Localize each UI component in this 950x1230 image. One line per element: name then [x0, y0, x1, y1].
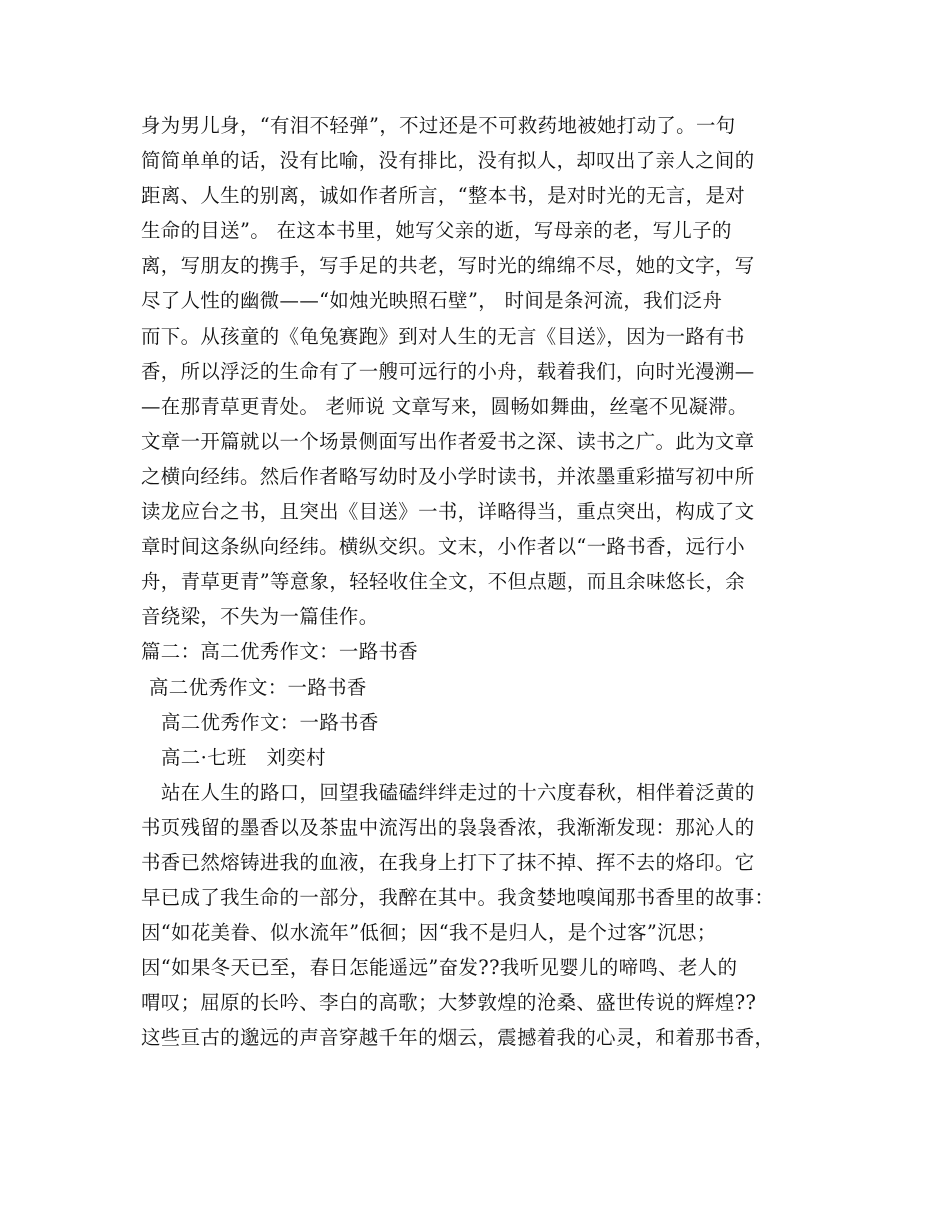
essay-text-line: 喟叹；屈原的长吟、李白的高歌；大梦敦煌的沧桑、盛世传说的辉煌?? [141, 991, 757, 1015]
body-text-line: 简简单单的话，没有比喻，没有排比，没有拟人，却叹出了亲人之间的 [141, 149, 755, 173]
essay-text-line: 书香已然熔铸进我的血液，在我身上打下了抹不掉、挥不去的烙印。它 [141, 850, 755, 874]
essay-text-line: 站在人生的路口，回望我磕磕绊绊走过的十六度春秋，相伴着泛黄的 [161, 780, 755, 804]
body-text-line: 音绕梁，不失为一篇佳作。 [141, 605, 379, 629]
essay-text-line: 早已成了我生命的一部分，我醉在其中。我贪婪地嗅闻那书香里的故事： [141, 886, 775, 910]
body-text-line: 之横向经纬。然后作者略写幼时及小学时读书，并浓墨重彩描写初中所 [141, 464, 755, 488]
essay-text-line: 因“如果冬天已至，春日怎能遥远”奋发??我听见婴儿的啼鸣、老人的 [141, 956, 738, 980]
body-text-line: 章时间这条纵向经纬。横纵交织。文末，小作者以“一路书香，远行小 [141, 535, 746, 559]
body-text-line: 离，写朋友的携手，写手足的共老，写时光的绵绵不尽，她的文字，写 [141, 254, 755, 278]
body-text-line: 尽了人性的幽微——“如烛光映照石壁”， 时间是条河流，我们泛舟 [141, 289, 723, 313]
body-text-line: 身为男儿身，“有泪不轻弹”，不过还是不可救药地被她打动了。一句 [141, 114, 736, 137]
author-byline: 高二·七班 刘奕村 [161, 745, 326, 769]
essay-subtitle: 高二优秀作文：一路书香 [161, 710, 379, 734]
body-text-line: 距离、人生的别离，诚如作者所言，“整本书，是对时光的无言，是对 [141, 184, 746, 208]
essay-text-line: 因“如花美眷、似水流年”低徊；因“我不是归人，是个过客”沉思； [141, 921, 717, 945]
body-text-line: 香，所以浮泛的生命有了一艘可远行的小舟，载着我们，向时光漫溯— [141, 359, 755, 383]
essay-title: 高二优秀作文：一路书香 [149, 675, 367, 699]
body-text-line: 文章一开篇就以一个场景侧面写出作者爱书之深、读书之广。此为文章 [141, 429, 755, 453]
body-text-line: 舟，青草更青”等意象，轻轻收住全文，不但点题，而且余味悠长，余 [141, 570, 746, 594]
essay-text-line: 这些亘古的邈远的声音穿越千年的烟云，震撼着我的心灵，和着那书香， [141, 1026, 775, 1050]
body-text-line: —在那青草更青处。 老师说 文章写来，圆畅如舞曲，丝毫不见凝滞。 [141, 394, 748, 418]
body-text-line: 读龙应台之书，且突出《目送》一书，详略得当，重点突出，构成了文 [141, 500, 755, 524]
document-page [141, 108, 821, 1056]
section-heading: 篇二：高二优秀作文：一路书香 [141, 640, 419, 664]
body-text-line: 而下。从孩童的《龟兔赛跑》到对人生的无言《目送》，因为一路有书 [141, 324, 745, 348]
body-text-line: 生命的目送”。 在这本书里，她写父亲的逝，写母亲的老，写儿子的 [141, 219, 732, 243]
essay-text-line: 书页残留的墨香以及茶盅中流泻出的袅袅香浓，我渐渐发现：那沁人的 [141, 815, 755, 839]
